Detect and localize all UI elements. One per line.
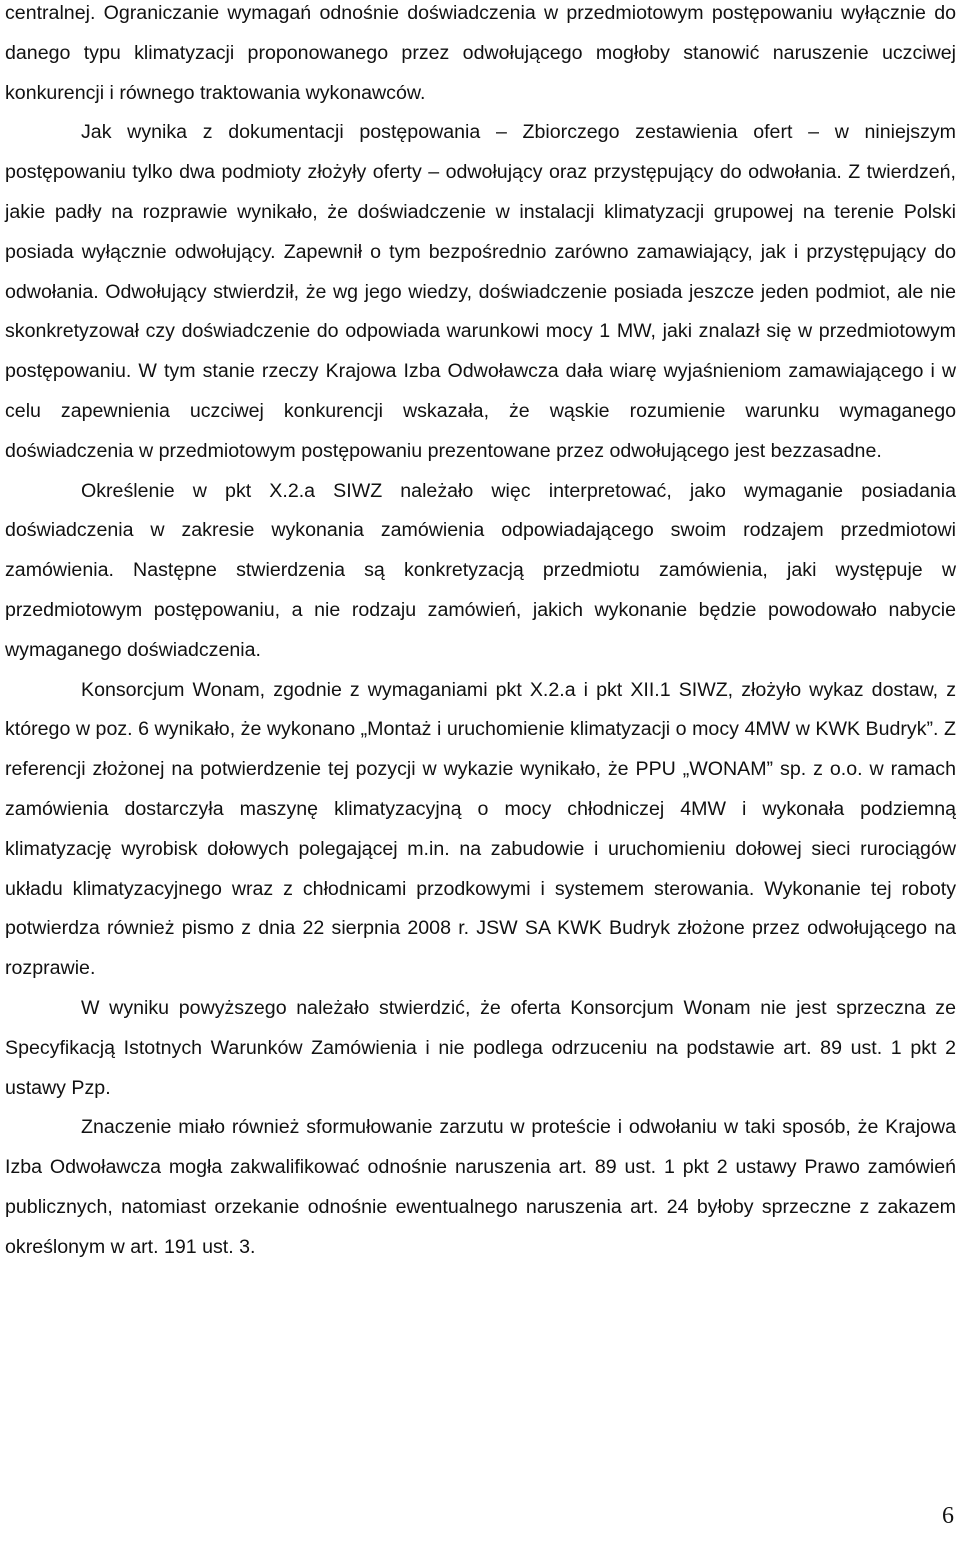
document-page [5,0,956,1268]
paragraph-2: Jak wynika z dokumentacji postępowania – Zbiorczego zestawienia ofert – w niniejszym postępowaniu tylko dwa podmioty złożyły oferty – odwołujący oraz przystępujący do odwołania. Z twierdzeń, jakie padły na rozprawie wynikało, że doświadczenie w instalacji klimatyzacji grupowej na terenie Polski posiada wyłącznie odwołujący. Zapewnił o tym bezpośrednio zarówno zamawiający, jak i przystępujący do odwołania. Odwołujący stwierdził, że wg jego wiedzy, doświadczenie posiada jeszcze jeden podmiot, ale nie skonkretyzował czy doświadczenie do odpowiada warunkowi mocy 1 MW, jaki znalazł się w przedmiotowym postępowaniu. W tym stanie rzeczy Krajowa Izba Odwoławcza dała wiarę wyjaśnieniom zamawiającego i w celu zapewnienia uczciwej konkurencji wskazała, że wąskie rozumienie warunku wymaganego doświadczenia w przedmiotowym postępowaniu prezentowane przez odwołującego jest bezzasadne. [5,121,956,462]
paragraph-6: Znaczenie miało również sformułowanie zarzutu w proteście i odwołaniu w taki sposób, że Krajowa Izba Odwoławcza mogła zakwalifikować odnośnie naruszenia art. 89 ust. 1 pkt 2 ustawy Prawo zamówień publicznych, natomiast orzekanie odnośnie ewentualnego naruszenia art. 24 byłoby sprzeczne z zakazem określonym w art. 191 ust. 3. [5,1116,956,1258]
paragraph-5: W wyniku powyższego należało stwierdzić, że oferta Konsorcjum Wonam nie jest sprzeczna ze Specyfikacją Istotnych Warunków Zamówienia i nie podlega odrzuceniu na podstawie art. 89 ust. 1 pkt 2 ustawy Pzp. [5,996,956,1099]
page-number: 6 [942,1503,954,1529]
paragraph-3: Określenie w pkt X.2.a SIWZ należało więc interpretować, jako wymaganie posiadania doświadczenia w zakresie wykonania zamówienia odpowiadającego swoim rodzajem przedmiotowi zamówienia. Następne stwierdzenia są konkretyzacją przedmiotu zamówienia, jaki występuje w przedmiotowym postępowaniu, a nie rodzaju zamówień, jakich wykonanie będzie powodowało nabycie wymaganego doświadczenia. [5,479,956,661]
paragraph-4: Konsorcjum Wonam, zgodnie z wymaganiami pkt X.2.a i pkt XII.1 SIWZ, złożyło wykaz dostaw, z którego w poz. 6 wynikało, że wykonano „Montaż i uruchomienie klimatyzacji o mocy 4MW w KWK Budryk”. Z referencji złożonej na potwierdzenie tej pozycji w wykazie wynikało, że PPU „WONAM” sp. z o.o. w ramach zamówienia dostarczyła maszynę klimatyzacyjną o mocy chłodniczej 4MW i wykonała podziemną klimatyzację wyrobisk dołowych polegającej m.in. na zabudowie i uruchomieniu dołowej sieci rurociągów układu klimatyzacyjnego wraz z chłodnicami przodkowymi i systemem sterowania. Wykonanie tej roboty potwierdza również pismo z dnia 22 sierpnia 2008 r. JSW SA KWK Budryk złożone przez odwołującego na rozprawie. [5,678,956,980]
paragraph-1: centralnej. Ograniczanie wymagań odnośnie doświadczenia w przedmiotowym postępowaniu wyłącznie do danego typu klimatyzacji proponowanego przez odwołującego mogłoby stanowić naruszenie uczciwej konkurencji i równego traktowania wykonawców. [5,2,956,104]
